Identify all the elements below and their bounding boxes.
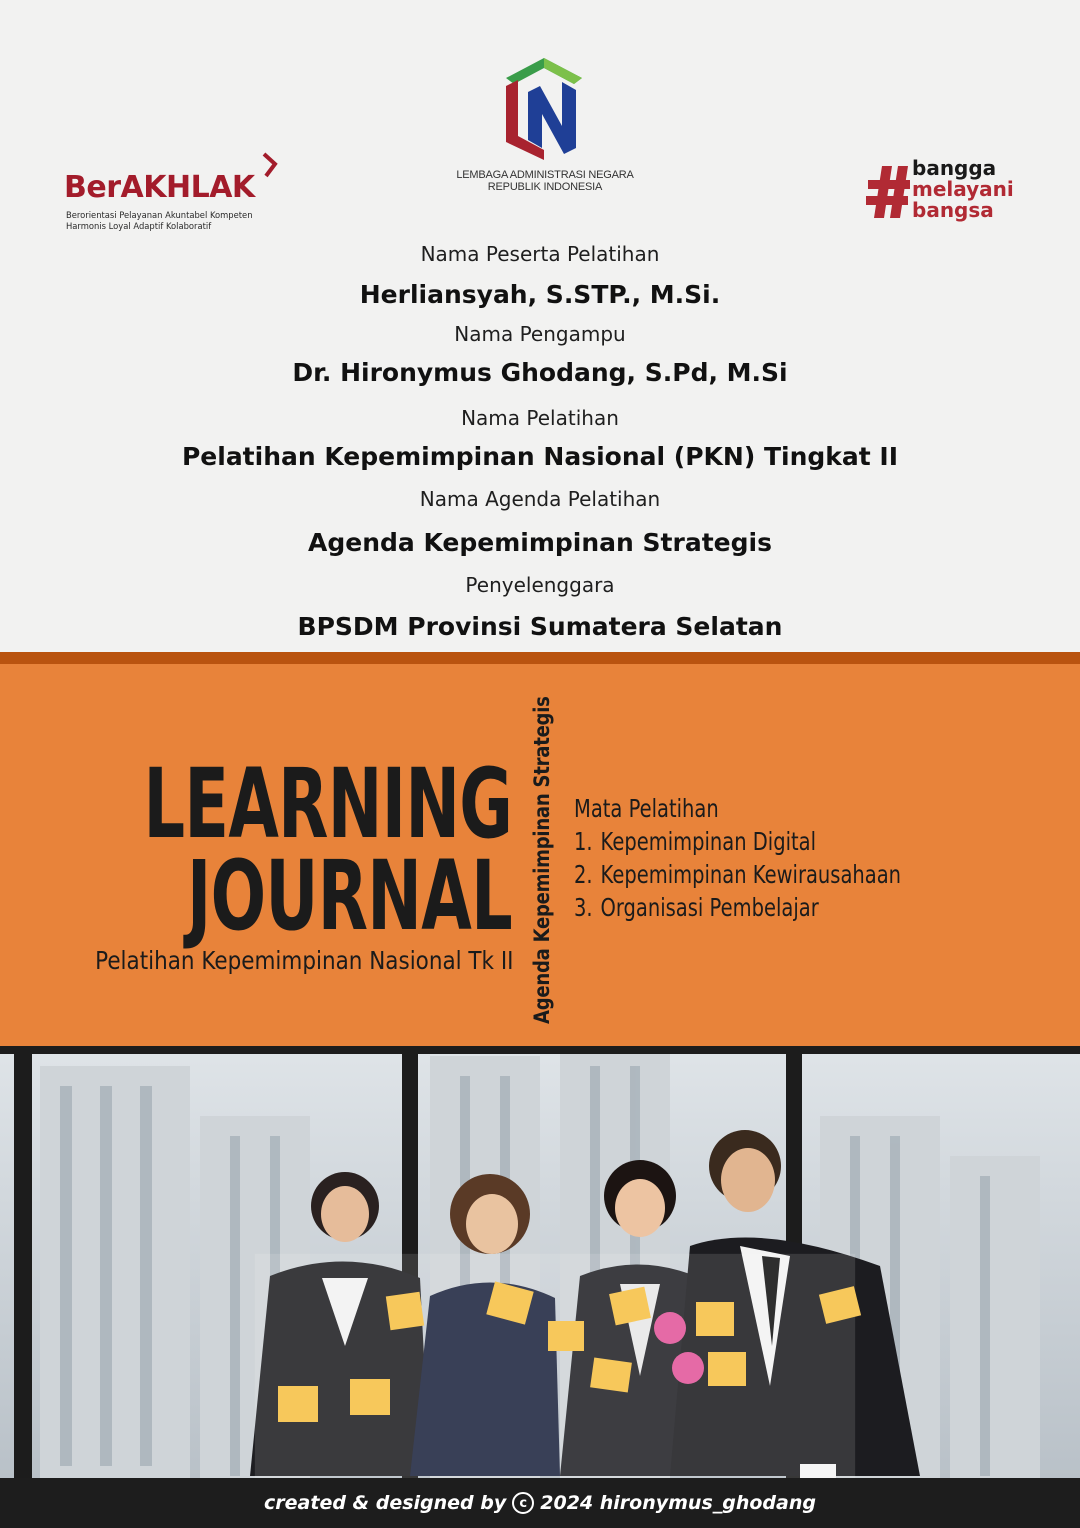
word-bangsa: bangsa bbox=[912, 198, 994, 222]
agenda-value: Agenda Kepemimpinan Strategis bbox=[308, 528, 772, 557]
footer-credit bbox=[264, 1492, 816, 1514]
tagline-line-2: Harmonis Loyal Adaptif Kolaboratif bbox=[66, 221, 212, 231]
footer-suffix: 2024 hironymus_ghodang bbox=[540, 1492, 816, 1514]
bangga-melayani-bangsa-logo bbox=[866, 158, 1026, 228]
pelatihan-label: Nama Pelatihan bbox=[461, 406, 619, 430]
cover-band bbox=[0, 664, 1080, 1046]
berakhlak-wordmark: BerAKHLAK bbox=[64, 170, 255, 205]
chevron-icon bbox=[260, 152, 280, 178]
word-bangga: bangga bbox=[912, 156, 997, 180]
mata-pelatihan-list bbox=[574, 792, 901, 924]
word-melayani: melayani bbox=[912, 177, 1014, 201]
mata-pelatihan-label: Mata Pelatihan bbox=[574, 794, 719, 823]
title-learning: LEARNING bbox=[143, 748, 512, 860]
lan-logo bbox=[440, 56, 650, 196]
title-journal: JOURNAL bbox=[186, 840, 512, 952]
pengampu-value: Dr. Hironymus Ghodang, S.Pd, M.Si bbox=[292, 358, 788, 387]
hashtag-icon bbox=[866, 162, 912, 222]
footer bbox=[0, 1478, 1080, 1528]
pelatihan-value: Pelatihan Kepemimpinan Nasional (PKN) Tingkat II bbox=[181, 442, 899, 471]
office-team-photo bbox=[0, 1046, 1080, 1478]
agenda-label: Nama Agenda Pelatihan bbox=[419, 487, 661, 511]
berakhlak-tagline bbox=[66, 210, 296, 232]
cover-subtitle: Pelatihan Kepemimpinan Nasional Tk II bbox=[95, 946, 514, 975]
peserta-value: Herliansyah, S.STP., M.Si. bbox=[359, 280, 721, 309]
lan-line-1: LEMBAGA ADMINISTRASI NEGARA bbox=[456, 169, 634, 181]
list-item: 2. Kepemimpinan Kewirausahaan bbox=[574, 860, 902, 889]
penyelenggara-value: BPSDM Provinsi Sumatera Selatan bbox=[297, 612, 783, 641]
peserta-label: Nama Peserta Pelatihan bbox=[420, 242, 660, 266]
pengampu-label: Nama Pengampu bbox=[454, 322, 626, 346]
berakhlak-logo bbox=[64, 152, 294, 234]
lan-emblem-icon bbox=[500, 56, 588, 162]
bangga-words bbox=[912, 158, 1014, 221]
tagline-line-1: Berorientasi Pelayanan Akuntabel Kompeten bbox=[66, 210, 253, 220]
vertical-agenda-text: Agenda Kepemimpinan Strategis bbox=[530, 696, 554, 1024]
footer-prefix: created & designed by bbox=[264, 1492, 507, 1514]
list-item: 3. Organisasi Pembelajar bbox=[574, 893, 819, 922]
penyelenggara-label: Penyelenggara bbox=[465, 573, 615, 597]
lan-name bbox=[440, 169, 650, 193]
lan-line-2: REPUBLIK INDONESIA bbox=[487, 181, 603, 193]
cover-photo bbox=[0, 1046, 1080, 1478]
list-item: 1. Kepemimpinan Digital bbox=[574, 827, 817, 856]
copyright-icon: c bbox=[512, 1492, 534, 1514]
